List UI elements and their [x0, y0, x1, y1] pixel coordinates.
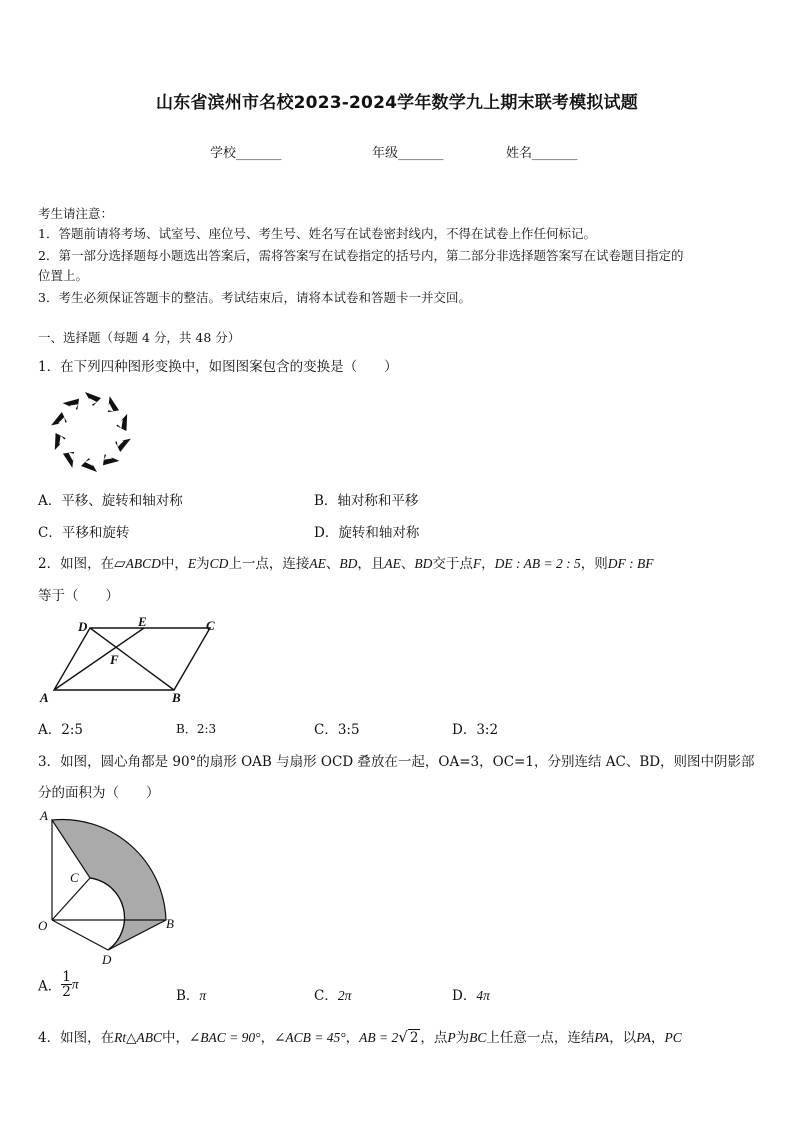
name-field: 姓名_______ [506, 146, 578, 161]
page-title: 山东省滨州市名校2023-2024学年数学九上期末联考模拟试题 [156, 93, 638, 113]
section-heading: 一、选择题（每题 4 分，共 48 分） [38, 330, 241, 345]
q1-option-b: B．轴对称和平移 [314, 493, 419, 509]
label-a: A [40, 690, 49, 705]
q2-option-b: B．2:3 [176, 722, 217, 736]
question-3-stem: 3．如图，圆心角都是 90°的扇形 OAB 与扇形 OCD 叠放在一起，OA=3，OC=1，分别连结 AC、BD，则图中阴影部 [38, 754, 755, 770]
sector-figure [36, 806, 186, 968]
label-c: C [206, 618, 215, 633]
q3-option-c: C．2π [314, 988, 352, 1004]
notice-heading: 考生请注意： [38, 206, 114, 221]
label-d: D [78, 619, 88, 634]
school-field: 学校_______ [210, 146, 282, 161]
label-a: A [40, 808, 48, 823]
q1-option-a: A．平移、旋转和轴对称 [38, 493, 183, 509]
q3-option-a: A． $\frac{1}{2}$ π [38, 969, 79, 1000]
notice-item: 2．第一部分选择题每小题选出答案后，需将答案写在试卷指定的括号内，第二部分非选择题答案写在试卷题目指定的 [38, 248, 684, 263]
label-b: B [166, 916, 174, 931]
q1-option-d: D．旋转和轴对称 [314, 525, 420, 541]
notice-item: 1．答题前请将考场、试室号、座位号、考生号、姓名写在试卷密封线内，不得在试卷上作任何标记。 [38, 226, 596, 241]
label-f: F [110, 652, 119, 667]
question-2-stem-line2: 等于（ ） [38, 588, 119, 604]
label-d: D [102, 952, 112, 967]
label-o: O [38, 918, 48, 933]
label-e: E [138, 614, 147, 629]
q1-option-c: C．平移和旋转 [38, 525, 130, 541]
question-3-stem-line2: 分的面积为（ ） [38, 785, 160, 801]
notice-item: 位置上。 [38, 268, 89, 283]
q3-option-b: B．π [176, 988, 207, 1004]
label-b: B [172, 690, 181, 705]
grade-field: 年级_______ [372, 146, 444, 161]
notice-item: 3．考生必须保证答题卡的整洁。考试结束后，请将本试卷和答题卡一并交回。 [38, 290, 471, 305]
question-2-stem: 2．如图，在▱ABCD中，E为CD上一点，连接AE、BD，且AE、BD交于点F，DE : AB = 2 : 5，则DF : BF [38, 554, 654, 572]
question-1-stem: 1．在下列四种图形变换中，如图图案包含的变换是（ ） [38, 359, 398, 375]
rotation-pattern-figure [38, 386, 144, 478]
parallelogram-figure [36, 614, 226, 706]
label-c: C [70, 870, 79, 885]
q2-option-d: D．3:2 [452, 722, 499, 738]
q3-option-d: D．4π [452, 988, 490, 1004]
q2-option-a: A．2:5 [38, 722, 83, 738]
q2-option-c: C．3:5 [314, 722, 360, 738]
question-4-stem: 4．如图，在Rt△ABC中，∠BAC = 90°，∠ACB = 45°，AB = 2√ 2 ，点P为BC上任意一点，连结PA，以PA，PC [38, 1028, 682, 1046]
